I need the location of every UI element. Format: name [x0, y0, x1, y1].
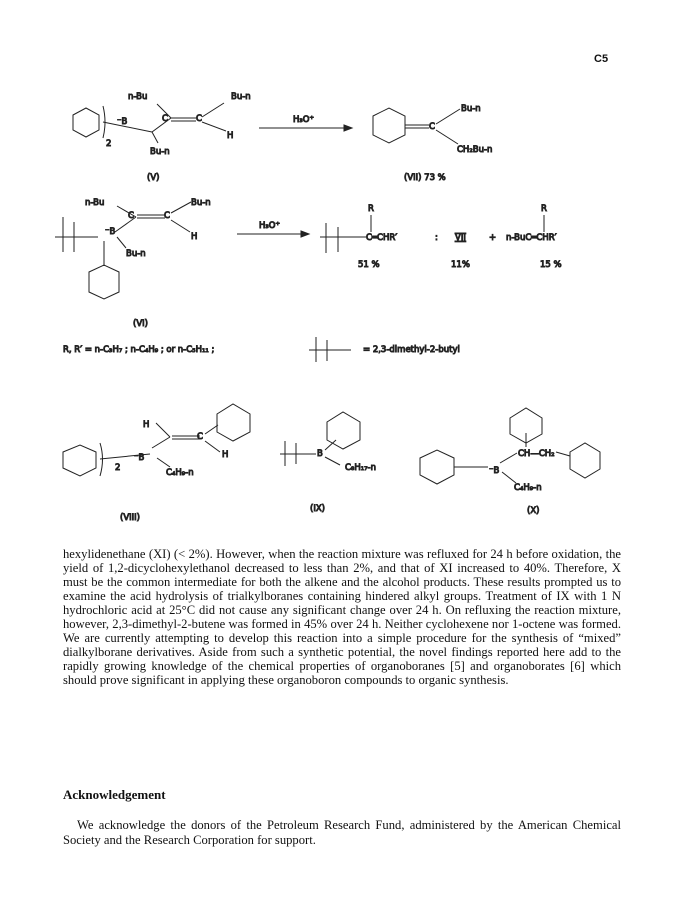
reaction-arrow-2	[237, 221, 309, 237]
svg-text:R: R	[541, 204, 547, 214]
svg-text:C: C	[197, 432, 203, 442]
compound-vii	[373, 104, 492, 155]
svg-text:C: C	[196, 114, 202, 124]
label-viii: (VIII)	[120, 513, 140, 523]
svg-text:H: H	[222, 450, 229, 460]
thexyl-symbol	[309, 337, 351, 362]
ch2bun-label: CH₂Bu-n	[457, 145, 493, 155]
compound-ix	[280, 412, 376, 473]
thexyl-definition: = 2,3-dimethyl-2-butyl	[363, 345, 460, 355]
svg-text:C₄H₉-n: C₄H₉-n	[166, 468, 194, 478]
bu-n-label: Bu-n	[231, 92, 251, 102]
svg-text:Bu-n: Bu-n	[126, 249, 146, 259]
svg-text:C: C	[162, 114, 168, 124]
cyclohexylidene-ring	[373, 108, 405, 143]
label-vi: (VI)	[133, 319, 148, 329]
svg-text:H: H	[143, 420, 150, 430]
yield-15: 15 %	[540, 260, 562, 270]
svg-text:H: H	[227, 131, 234, 141]
cyclohexyl-ring	[73, 108, 99, 137]
boron-label: ⁻B	[117, 117, 128, 127]
cyclohexyl-ring-vi	[89, 265, 119, 299]
vii-ref: VII	[455, 233, 466, 243]
svg-text:Bu-n: Bu-n	[191, 198, 211, 208]
svg-text:R: R	[368, 204, 374, 214]
n-bu-label: n-Bu	[128, 92, 148, 102]
cyclohexyl-ring-viii	[63, 445, 96, 476]
svg-text:B: B	[317, 449, 323, 459]
svg-text:H: H	[191, 232, 198, 242]
label-x: (X)	[527, 506, 540, 516]
compound-vi	[55, 198, 211, 299]
svg-text:⁻B: ⁻B	[134, 453, 145, 463]
svg-text:+: +	[489, 233, 497, 243]
bu-n-label-2: Bu-n	[150, 147, 170, 157]
svg-text::: :	[435, 233, 438, 243]
cyclohexyl-ring-viii-b	[217, 404, 250, 441]
page-number: C5	[594, 53, 609, 65]
acknowledgement-heading: Acknowledgement	[63, 787, 166, 802]
svg-text:n-BuC═CHR′: n-BuC═CHR′	[506, 233, 557, 243]
svg-text:2: 2	[106, 139, 112, 149]
product-n-buc	[506, 204, 557, 243]
label-v: (V)	[147, 173, 160, 183]
svg-text:C: C	[429, 122, 435, 132]
acknowledgement-paragraph: We acknowledge the donors of the Petroleum Research Fund, administered by the American Chemical Society and the Research Corporation for support.	[63, 818, 621, 847]
body-paragraph	[63, 547, 621, 687]
compound-v	[73, 92, 251, 157]
compound-viii	[63, 404, 250, 478]
svg-text:⁻B: ⁻B	[105, 227, 116, 237]
svg-text:H₃O⁺: H₃O⁺	[259, 221, 280, 231]
cyclohexyl-ring-x-c	[570, 443, 600, 478]
h3o-label: H₃O⁺	[293, 115, 314, 125]
label-ix: (IX)	[310, 504, 325, 514]
product-alkene-thexyl	[320, 204, 397, 253]
cyclohexyl-ring-x-a	[420, 450, 454, 484]
svg-text:Bu-n: Bu-n	[461, 104, 481, 114]
svg-text:C: C	[164, 211, 170, 221]
svg-text:C: C	[128, 211, 134, 221]
svg-text:C₄H₉-n: C₄H₉-n	[514, 483, 542, 493]
yield-51: 51 %	[358, 260, 380, 270]
label-vii-yield: (VII) 73 %	[404, 173, 446, 183]
svg-text:2: 2	[115, 463, 121, 473]
r-definition: R, R′ = n-C₃H₇ ; n-C₄H₉ ; or n-C₅H₁₁ ;	[63, 345, 215, 355]
svg-text:CH—CH₂: CH—CH₂	[518, 449, 555, 459]
yield-11: 11%	[451, 260, 470, 270]
svg-text:C₈H₁₇-n: C₈H₁₇-n	[345, 463, 377, 473]
svg-text:⁻B: ⁻B	[489, 466, 500, 476]
svg-text:n-Bu: n-Bu	[85, 198, 105, 208]
compound-x	[420, 408, 600, 493]
ccr-label: C═CHR′	[366, 233, 398, 243]
paragraph-1: hexylidenethane (XI) (< 2%). However, when the reaction mixture was refluxed for 24 h before oxidation, the yield of 1,2-dicyclohexylethanol decreased to less than 2%, and that of XI increased to 40%. Therefore, X must be the common intermediate for both the alkene and the alcohol products. These results prompted us to examine the acid hydrolysis of trialkylboranes containing hindered alkyl groups. Treatment of IX with 1 N hydrochloric acid at 25°C did not cause any significant change over 24 h. On refluxing the reaction mixture, however, 2,3-dimethyl-2-butene was formed in 45% over 24 h. Neither cyclohexene nor 1-octene was formed. We are currently attempting to develop this reaction into a simple procedure for the synthesis of “mixed” dialkylborane derivatives. Aside from such a synthetic potential, the novel findings reported here add to the rapidly growing knowledge of the chemical properties of organoboranes [5] and organoborates [6] which should prove significant in applying these organoboron compounds to organic synthesis.	[63, 547, 621, 688]
acknowledgement-text	[63, 818, 621, 847]
reaction-arrow-1	[259, 115, 352, 131]
